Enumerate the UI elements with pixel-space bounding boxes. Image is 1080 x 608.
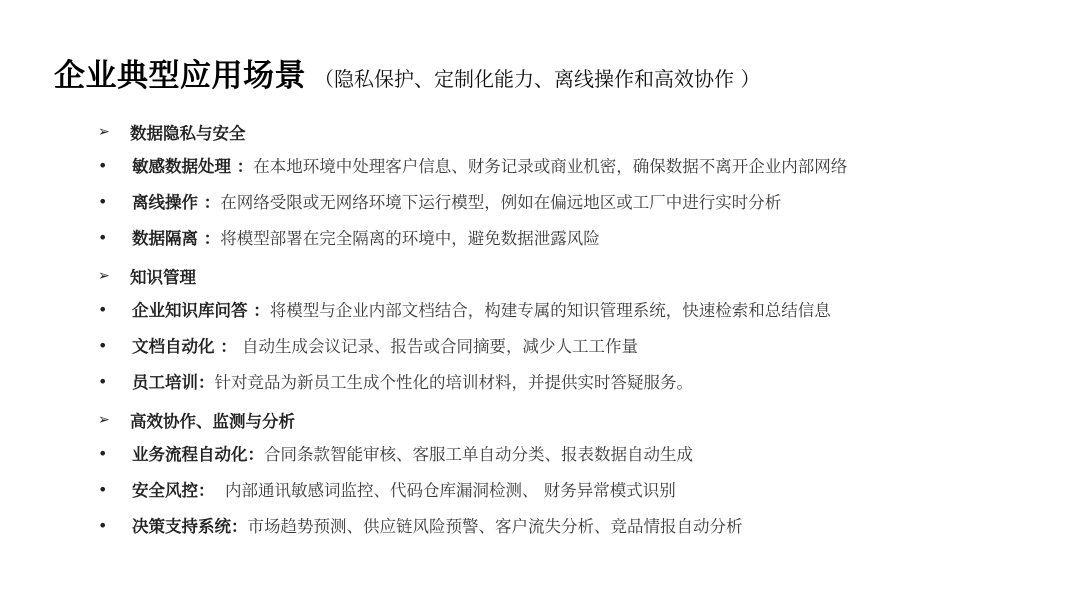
arrowhead-icon: ➢: [98, 124, 110, 140]
list-item: [98, 435, 1058, 471]
list-item: [98, 291, 1058, 327]
section-heading: [98, 117, 1058, 147]
item-label: 文档自动化 ：: [132, 337, 237, 356]
item-label: 决策支持系统：: [132, 517, 248, 536]
item-text: 市场趋势预测、供应链风险预警、客户流失分析、竞品情报自动分析: [247, 517, 743, 536]
item-label: 安全风控：: [132, 481, 215, 500]
item-label: 数据隔离 ：: [132, 229, 221, 248]
list-item: [98, 147, 1058, 183]
bullet-icon: •: [98, 155, 108, 175]
list-item: [98, 327, 1058, 363]
item-label: 离线操作 ：: [132, 193, 221, 212]
bullet-icon: •: [98, 443, 108, 463]
item-text: 自动生成会议记录、报告或合同摘要，减少人工工作量: [236, 337, 638, 356]
item-text: 在本地环境中处理客户信息、财务记录或商业机密，确保数据不离开企业内部网络: [253, 157, 848, 176]
list-item: [98, 219, 1058, 255]
bullet-icon: •: [98, 515, 108, 535]
list-item: [98, 183, 1058, 219]
item-label: 企业知识库问答 ：: [132, 301, 270, 320]
section-heading: [98, 261, 1058, 291]
arrowhead-icon: ➢: [98, 268, 110, 284]
section-heading-text: 知识管理: [130, 268, 196, 287]
section-heading-text: 高效协作、监测与分析: [130, 412, 295, 431]
slide-title: [54, 50, 760, 95]
content-list: [98, 117, 1058, 549]
item-text: 在网络受限或无网络环境下运行模型，例如在偏远地区或工厂中进行实时分析: [220, 193, 782, 212]
section-collaboration: [98, 405, 1058, 543]
section-data-privacy: [98, 117, 1058, 255]
bullet-icon: •: [98, 227, 108, 247]
list-item: [98, 507, 1058, 543]
arrowhead-icon: ➢: [98, 412, 110, 428]
section-heading-text: 数据隐私与安全: [130, 124, 246, 143]
bullet-icon: •: [98, 479, 108, 499]
section-heading: [98, 405, 1058, 435]
item-text: 合同条款智能审核、客服工单自动分类、报表数据自动生成: [264, 445, 693, 464]
bullet-icon: •: [98, 371, 108, 391]
item-label: 员工培训：: [132, 373, 215, 392]
title-subtitle: （隐私保护、定制化能力、离线操作和高效协作 ）: [314, 67, 761, 91]
list-item: [98, 471, 1058, 507]
item-text: 将模型部署在完全隔离的环境中，避免数据泄露风险: [220, 229, 600, 248]
bullet-icon: •: [98, 299, 108, 319]
item-label: 敏感数据处理 ：: [132, 157, 254, 176]
list-item: [98, 363, 1058, 399]
bullet-icon: •: [98, 335, 108, 355]
item-label: 业务流程自动化：: [132, 445, 264, 464]
item-text: 内部通讯敏感词监控、代码仓库漏洞检测、 财务异常模式识别: [214, 481, 676, 500]
section-knowledge-management: [98, 261, 1058, 399]
item-text: 将模型与企业内部文档结合，构建专属的知识管理系统，快速检索和总结信息: [269, 301, 831, 320]
item-text: 针对竞品为新员工生成个性化的培训材料，并提供实时答疑服务。: [214, 373, 693, 392]
title-main: 企业典型应用场景: [54, 58, 306, 94]
bullet-icon: •: [98, 191, 108, 211]
